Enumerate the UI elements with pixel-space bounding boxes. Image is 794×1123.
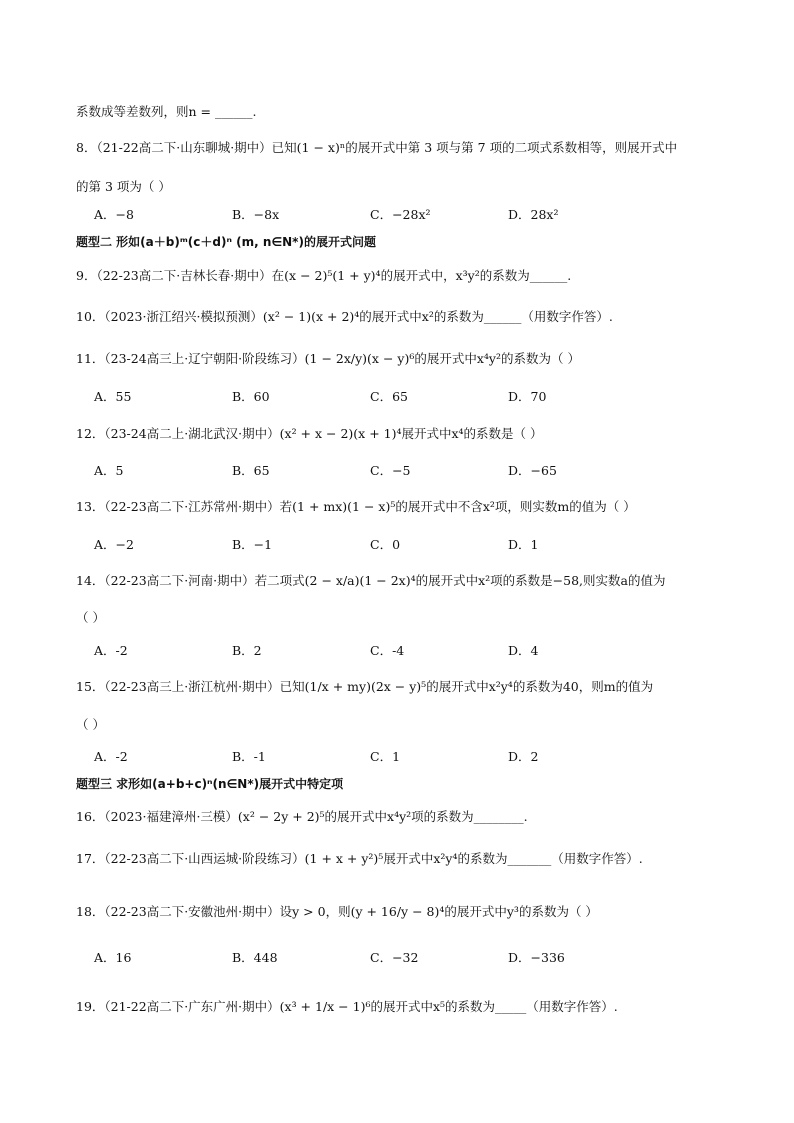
option-a: A．−8 (94, 207, 134, 222)
question-8-line2: 的第 3 项为（ ） (76, 179, 171, 194)
option-c: C．0 (370, 537, 401, 552)
q8-options (94, 205, 734, 225)
question-11: 11．（23-24高三上·辽宁朝阳·阶段练习）(1 − 2x/y)(x − y)⁶的展开式中x⁴y²的系数为（ ） (76, 351, 580, 366)
option-d: D．2 (508, 749, 539, 764)
option-d: D．4 (508, 643, 539, 658)
question-12: 12．（23-24高二上·湖北武汉·期中）(x² + x − 2)(x + 1)⁴展开式中x⁴的系数是（ ） (76, 426, 543, 441)
option-c: C．−28x² (370, 207, 431, 222)
question-10: 10．（2023·浙江绍兴·模拟预测）(x² − 1)(x + 2)⁴的展开式中x²的系数为______（用数字作答）. (76, 309, 613, 324)
question-19: 19．（21-22高二下·广东广州·期中）(x³ + 1/x − 1)⁶的展开式中x⁵的系数为_____（用数字作答）. (76, 999, 618, 1014)
option-b: B．−8x (232, 207, 280, 222)
question-15-line2: （ ） (76, 717, 105, 732)
q18-options (94, 948, 734, 968)
option-d: D．28x² (508, 207, 559, 222)
option-d: D．−65 (508, 463, 557, 478)
q15-options (94, 747, 734, 767)
q13-options (94, 535, 734, 555)
option-d: D．70 (508, 389, 547, 404)
question-18: 18．（22-23高二下·安徽池州·期中）设y > 0，则(y + 16/y − 8)⁴的展开式中y³的系数为（ ） (76, 904, 598, 919)
question-14-line2: （ ） (76, 610, 105, 625)
question-15: 15．（22-23高三上·浙江杭州·期中）已知(1/x + my)(2x − y)⁵的展开式中x²y⁴的系数为40，则m的值为 (76, 679, 654, 694)
question-16: 16．（2023·福建漳州·三模）(x² − 2y + 2)⁵的展开式中x⁴y²项的系数为________. (76, 809, 528, 824)
option-b: B．65 (232, 463, 270, 478)
option-a: A．-2 (94, 749, 128, 764)
option-c: C．−32 (370, 950, 419, 965)
question-17: 17．（22-23高二下·山西运城·阶段练习）(1 + x + y²)⁵展开式中x²y⁴的系数为_______（用数字作答）. (76, 851, 643, 866)
option-c: C．65 (370, 389, 408, 404)
question-8: 8．（21-22高二下·山东聊城·期中）已知(1 − x)ⁿ的展开式中第 3 项与第 7 项的二项式系数相等，则展开式中 (76, 140, 678, 155)
option-b: B．448 (232, 950, 278, 965)
section-heading-2: 题型二 形如(a＋b)ᵐ(c＋d)ⁿ (m, n∈N*)的展开式问题 (76, 235, 376, 249)
option-b: B．60 (232, 389, 270, 404)
option-c: C．−5 (370, 463, 411, 478)
option-a: A．55 (94, 389, 132, 404)
question-9: 9．（22-23高二下·吉林长春·期中）在(x − 2)⁵(1 + y)⁴的展开式中，x³y²的系数为______. (76, 268, 572, 283)
option-b: B．−1 (232, 537, 273, 552)
q12-options (94, 461, 734, 481)
q11-options (94, 387, 734, 407)
q14-options (94, 641, 734, 661)
question-14: 14．（22-23高二下·河南·期中）若二项式(2 − x/a)(1 − 2x)⁴的展开式中x²项的系数是−58,则实数a的值为 (76, 573, 666, 588)
option-a: A．−2 (94, 537, 134, 552)
option-d: D．1 (508, 537, 539, 552)
option-c: C．1 (370, 749, 401, 764)
option-d: D．−336 (508, 950, 565, 965)
question-13: 13．（22-23高二下·江苏常州·期中）若(1 + mx)(1 − x)⁵的展开式中不含x²项，则实数m的值为（ ） (76, 499, 636, 514)
option-b: B．2 (232, 643, 262, 658)
section-heading-3: 题型三 求形如(a+b+c)ⁿ(n∈N*)展开式中特定项 (76, 777, 344, 791)
q7-continuation: 系数成等差数列，则n = ______. (76, 104, 257, 119)
option-b: B．-1 (232, 749, 266, 764)
option-a: A．-2 (94, 643, 128, 658)
option-a: A．5 (94, 463, 124, 478)
option-c: C．-4 (370, 643, 405, 658)
option-a: A．16 (94, 950, 132, 965)
